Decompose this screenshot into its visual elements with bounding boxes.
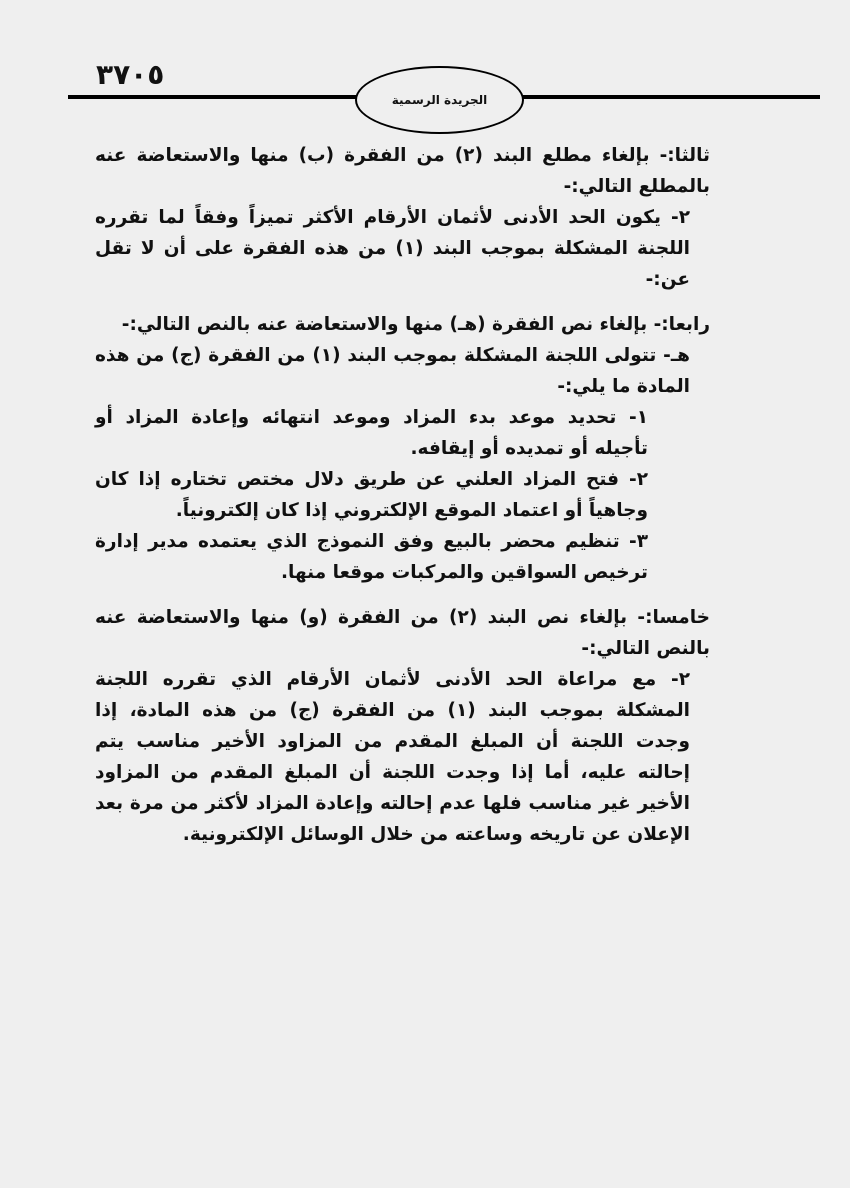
list-item: ٣- تنظيم محضر بالبيع وفق النموذج الذي يعتمده مدير إدارة ترخيص السواقين والمركبات موقعا منها. bbox=[95, 531, 648, 583]
section-fourth bbox=[95, 309, 710, 588]
section-heading: ثالثا:- بإلغاء مطلع البند (٢) من الفقرة (ب) منها والاستعاضة عنه بالمطلع التالي:- bbox=[95, 145, 710, 197]
list-item: ٢- يكون الحد الأدنى لأثمان الأرقام الأكثر تميزاً وفقاً لما تقرره اللجنة المشكلة بموجب البند (١) من هذه الفقرة على أن لا تقل عن:- bbox=[95, 207, 690, 290]
list-item: ٢- فتح المزاد العلني عن طريق دلال مختص تختاره إذا كان وجاهياً أو اعتماد الموقع الإلكتروني إذا كان إلكترونياً. bbox=[95, 469, 648, 521]
section-fifth bbox=[95, 602, 710, 850]
paragraph-intro: هـ- تتولى اللجنة المشكلة بموجب البند (١) من الفقرة (ج) من هذه المادة ما يلي:- bbox=[95, 345, 690, 397]
masthead-oval bbox=[355, 66, 524, 134]
page-number: ٣٧٠٥ bbox=[96, 58, 165, 91]
section-third bbox=[95, 140, 710, 295]
list-item: ٢- مع مراعاة الحد الأدنى لأثمان الأرقام الذي تقرره اللجنة المشكلة بموجب البند (١) من الفقرة (ج) من هذه المادة، إذا وجدت اللجنة أن المبلغ المقدم من المزاود الأخير مناسب يتم إحالته عليه، أما إذا وجدت اللجنة أن المبلغ المقدم من المزاود الأخير غير مناسب فلها عدم إحالته وإعادة المزاد لأكثر من مرة بعد الإعلان عن تاريخه وساعته من خلال الوسائل الإلكترونية. bbox=[95, 669, 691, 845]
list-item: ١- تحديد موعد بدء المزاد وموعد انتهائه وإعادة المزاد أو تأجيله أو تمديده أو إيقافه. bbox=[95, 407, 648, 459]
section-heading: خامسا:- بإلغاء نص البند (٢) من الفقرة (و) منها والاستعاضة عنه بالنص التالي:- bbox=[95, 607, 710, 659]
masthead-title: الجريدة الرسمية bbox=[391, 93, 488, 107]
section-heading: رابعا:- بإلغاء نص الفقرة (هـ) منها والاستعاضة عنه بالنص التالي:- bbox=[121, 314, 710, 335]
body-text bbox=[95, 140, 710, 850]
